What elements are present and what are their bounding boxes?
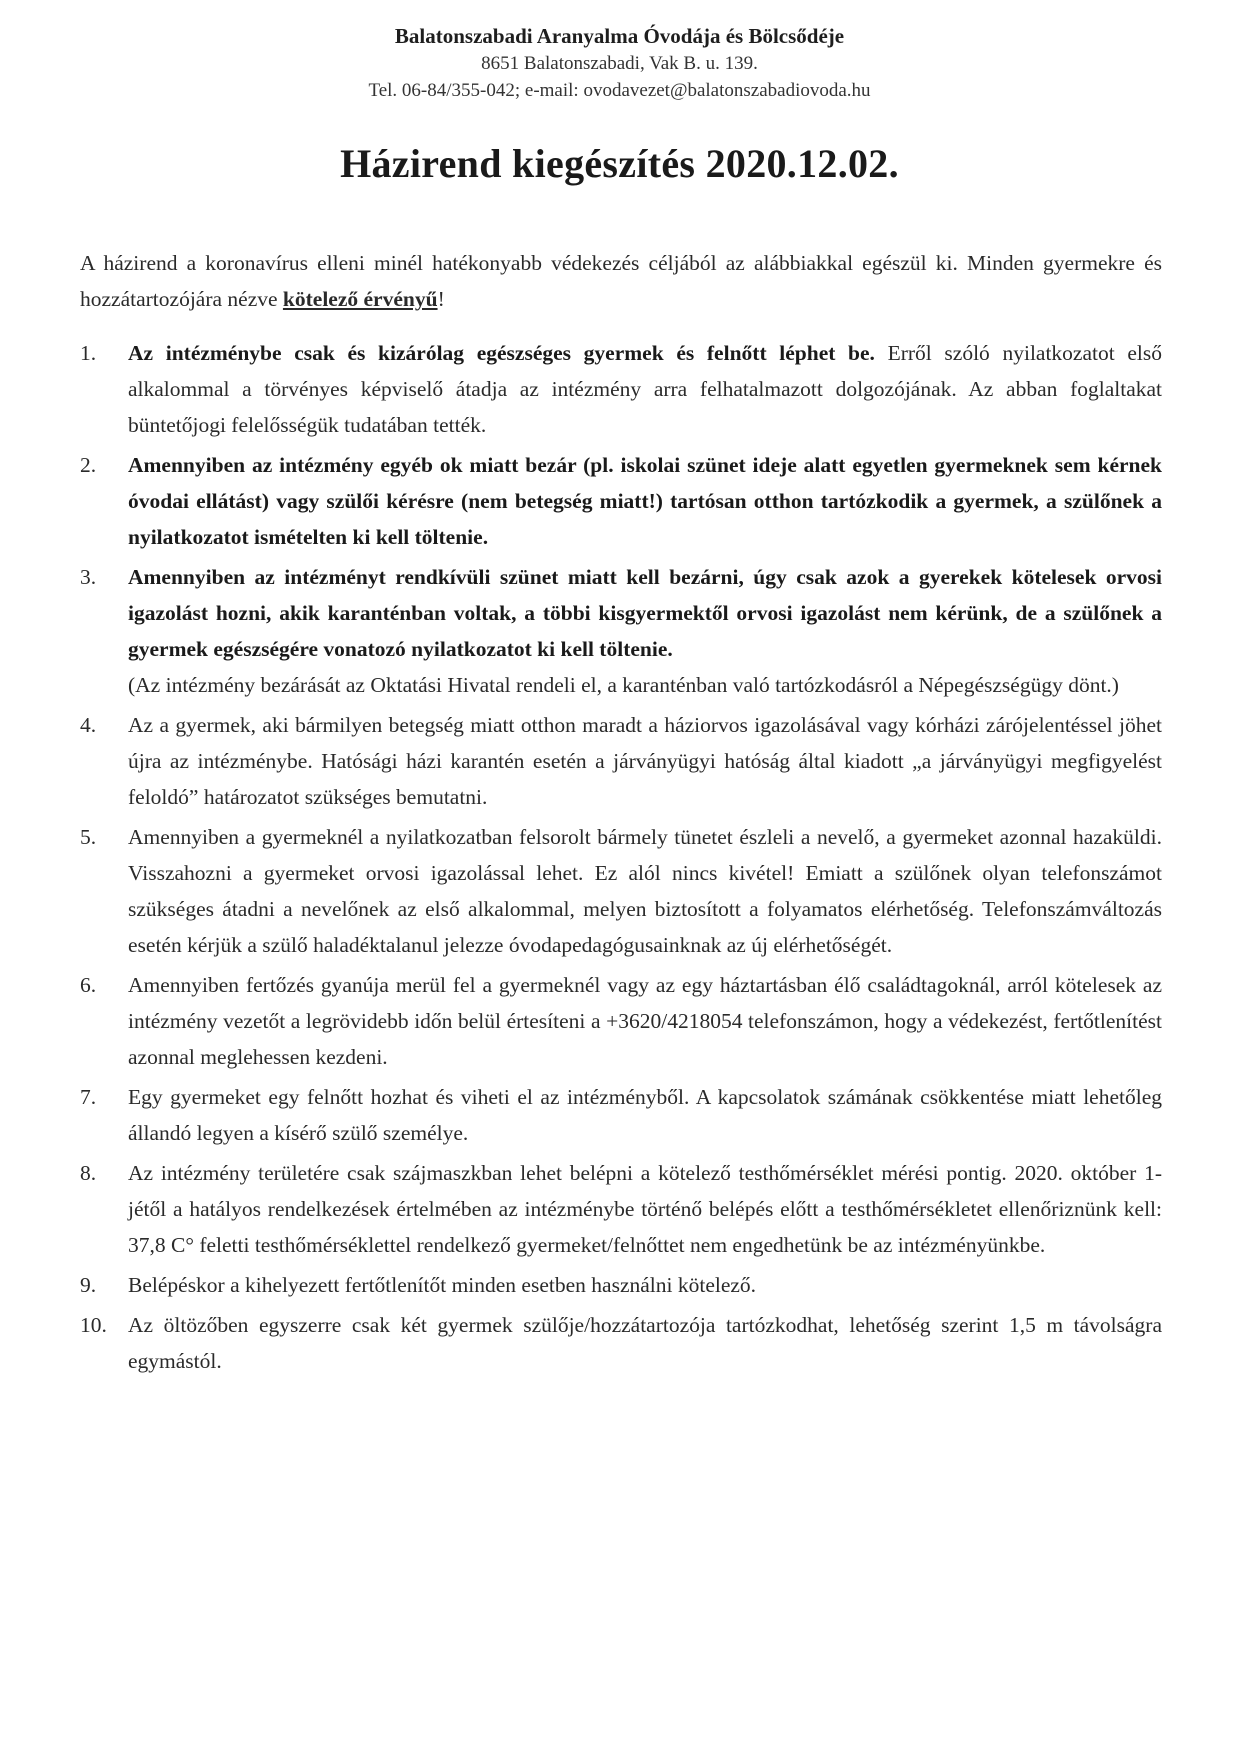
intro-text: A házirend a koronavírus elleni minél hatékonyabb védekezés céljából az alábbiakkal egészül ki. Minden gyermekre és hozzátartozójára nézve: [80, 251, 1162, 311]
rule-text: Amennyiben fertőzés gyanúja merül fel a gyermeknél vagy az egy háztartásban élő családtagoknál, arról kötelesek az intézmény vezetőt a legrövidebb időn belül értesíteni a +3620/4218054 telefonszámon, hogy a védekezést, fertőtlenítést azonnal meglehessen kezdeni.: [128, 973, 1162, 1069]
rule-number: 6.: [80, 973, 97, 997]
rule-text: Az a gyermek, aki bármilyen betegség miatt otthon maradt a háziorvos igazolásával vagy kórházi zárójelentéssel jöhet újra az intézménybe. Hatósági házi karantén esetén a járványügyi hatóság által kiadott „a járványügyi megfigyelést feloldó” határozatot szükséges bemutatni.: [128, 713, 1162, 809]
rule-item: [80, 967, 1162, 1075]
rule-number: 5.: [80, 825, 97, 849]
rule-bold-text: Amennyiben az intézményt rendkívüli szünet miatt kell bezárni, úgy csak azok a gyerekek kötelesek orvosi igazolást hozni, akik karanténban voltak, a többi kisgyermektől orvosi igazolást nem kérünk, de a szülőnek a gyermek egészségére vonatozó nyilatkozatot ki kell töltenie.: [128, 565, 1162, 661]
rule-number: 10.: [80, 1313, 107, 1337]
rule-item: [80, 1079, 1162, 1151]
intro-emphasis: kötelező érvényű: [282, 287, 438, 311]
rule-text: Erről szóló nyilatkozatot első alkalommal a törvényes képviselő átadja az intézmény arra felhatalmazott dolgozójának. Az abban foglaltakat büntetőjogi felelősségük tudatában tették.: [128, 341, 1163, 437]
rule-number: 1.: [80, 341, 97, 365]
intro-end: !: [437, 287, 445, 311]
rule-item: [80, 1307, 1162, 1379]
rule-bold-text: Az intézménybe csak és kizárólag egészséges gyermek és felnőtt léphet be.: [128, 341, 875, 365]
organization-contact: Tel. 06-84/355-042; e-mail: ovodavezet@balatonszabadiovoda.hu: [368, 80, 871, 101]
rule-bold-text: Amennyiben az intézmény egyéb ok miatt bezár (pl. iskolai szünet ideje alatt egyetlen gyermeknek sem kérnek óvodai ellátást) vagy szülői kérésre (nem betegség miatt!) tartósan otthon tartózkodik a gyermek, a szülőnek a nyilatkozatot ismételten ki kell töltenie.: [128, 453, 1162, 549]
rule-number: 3.: [80, 565, 97, 589]
rule-item: [80, 819, 1162, 963]
rule-number: 2.: [80, 453, 97, 477]
rule-number: 4.: [80, 713, 97, 737]
rule-text: Amennyiben a gyermeknél a nyilatkozatban felsorolt bármely tünetet észleli a nevelő, a gyermeket azonnal hazaküldi. Visszahozni a gyermeket orvosi igazolással lehet. Ez alól nincs kivétel! Emiatt a szülőnek olyan telefonszámot szükséges átadni a nevelőnek az első alkalommal, melyen biztosított a folyamatos elérhetőség. Telefonszámváltozás esetén kérjük a szülő haladéktalanul jelezze óvodapedagógusainknak az új elérhetőségét.: [128, 825, 1162, 957]
rule-text: Az intézmény területére csak szájmaszkban lehet belépni a kötelező testhőmérséklet mérési pontig. 2020. október 1-jétől a hatályos rendelkezések értelmében az intézménybe történő belépés előtt a testhőmérsékletet ellenőriznünk kell: 37,8 C° feletti testhőmérséklettel rendelkező gyermeket/felnőttet nem engedhetünk be az intézményünkbe.: [128, 1161, 1162, 1257]
document-title: Házirend kiegészítés 2020.12.02.: [340, 141, 899, 186]
rule-number: 8.: [80, 1161, 97, 1185]
rule-item: [80, 1155, 1162, 1263]
rules-list: [80, 335, 1162, 1383]
letterhead: [0, 22, 1239, 104]
rule-item: [80, 335, 1162, 443]
rule-note: (Az intézmény bezárását az Oktatási Hivatal rendeli el, a karanténban való tartózkodásról a Népegészségügy dönt.): [128, 673, 1119, 697]
rule-text: Egy gyermeket egy felnőtt hozhat és viheti el az intézményből. A kapcsolatok számának csökkentése miatt lehetőleg állandó legyen a kísérő szülő személye.: [128, 1085, 1162, 1145]
rule-item: [80, 707, 1162, 815]
organization-address: 8651 Balatonszabadi, Vak B. u. 139.: [481, 53, 758, 74]
rule-number: 9.: [80, 1273, 97, 1297]
organization-name: Balatonszabadi Aranyalma Óvodája és Bölcsődéje: [394, 24, 845, 48]
rule-number: 7.: [80, 1085, 97, 1109]
rule-text: Az öltözőben egyszerre csak két gyermek szülője/hozzátartozója tartózkodhat, lehetőség szerint 1,5 m távolságra egymástól.: [128, 1313, 1162, 1373]
rule-item: [80, 447, 1162, 555]
intro-paragraph: [80, 245, 1162, 317]
rule-item: [80, 559, 1162, 703]
rule-text: Belépéskor a kihelyezett fertőtlenítőt minden esetben használni kötelező.: [128, 1273, 757, 1297]
rule-item: [80, 1267, 1162, 1303]
